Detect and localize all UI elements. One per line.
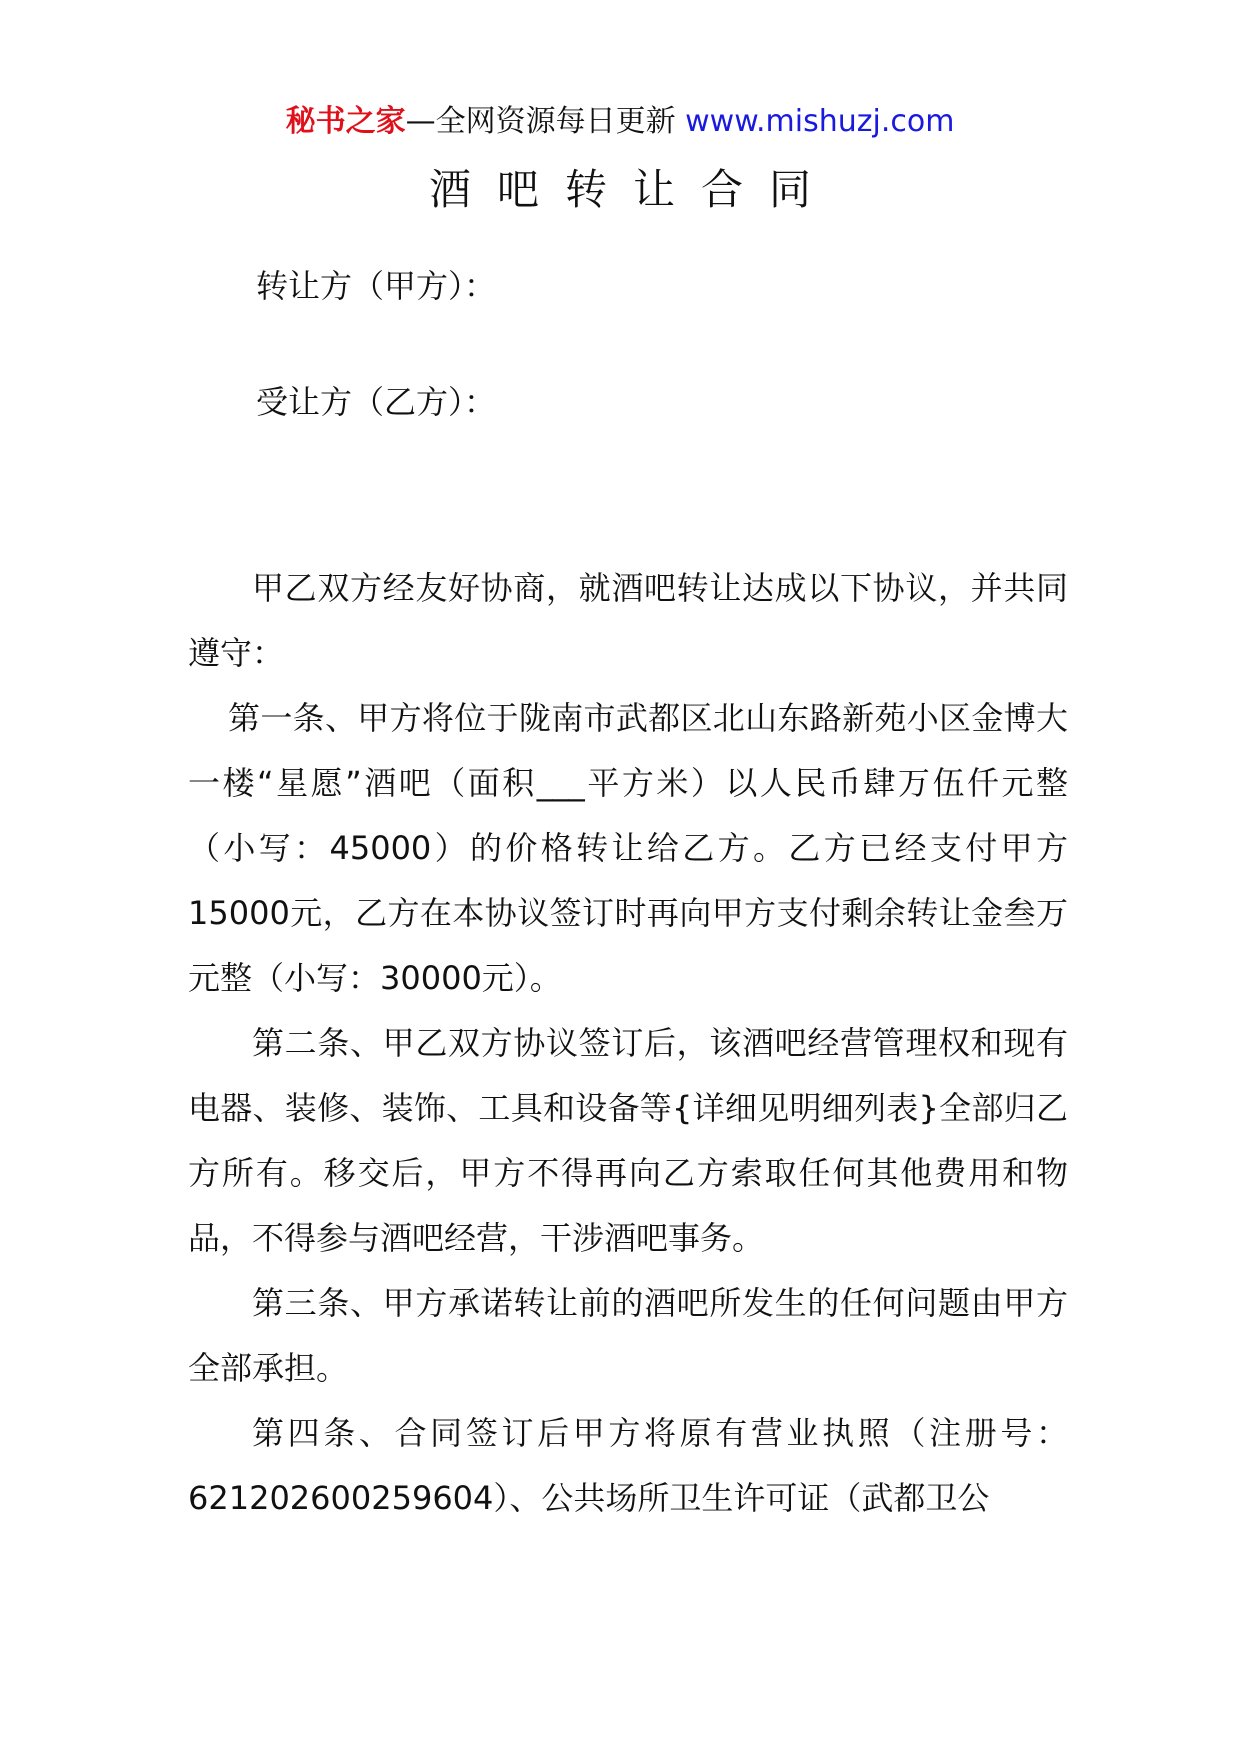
transferee-line: 受让方（乙方）： (256, 383, 497, 421)
article-4-paragraph: 第四条、合同签订后甲方将原有营业执照（注册号：621202600259604）、公共场所卫生许可证（武都卫公 (188, 1414, 1068, 1517)
transferor-line: 转让方（甲方）： (256, 267, 497, 305)
document-title: 酒吧转让合同 (428, 165, 837, 214)
article-2-paragraph: 第二条、甲乙双方协议签订后，该酒吧经营管理权和现有电器、装修、装饰、工具和设备等{详细见明细列表}全部归乙方所有。移交后，甲方不得再向乙方索取任何其他费用和物品，不得参与酒吧经营，干涉酒吧事务。 (188, 1024, 1068, 1257)
brand-name: 秘书之家 (285, 104, 406, 139)
article-1-paragraph: 第一条、甲方将位于陇南市武都区北山东路新苑小区金博大一楼“星愿”酒吧（面积___平方米）以人民币肆万伍仟元整（小写：45000）的价格转让给乙方。乙方已经支付甲方15000元，乙方在本协议签订时再向甲方支付剩余转让金叁万元整（小写：30000元）。 (188, 699, 1068, 997)
intro-paragraph: 甲乙双方经友好协商，就酒吧转让达成以下协议，并共同遵守： (188, 569, 1068, 672)
header-tagline: —全网资源每日更新 (405, 104, 686, 139)
site-header (0, 102, 1240, 142)
contract-body (188, 556, 1068, 1531)
article-3-paragraph: 第三条、甲方承诺转让前的酒吧所发生的任何问题由甲方全部承担。 (188, 1284, 1068, 1387)
site-url-link[interactable]: www.mishuzj.com (685, 104, 955, 139)
